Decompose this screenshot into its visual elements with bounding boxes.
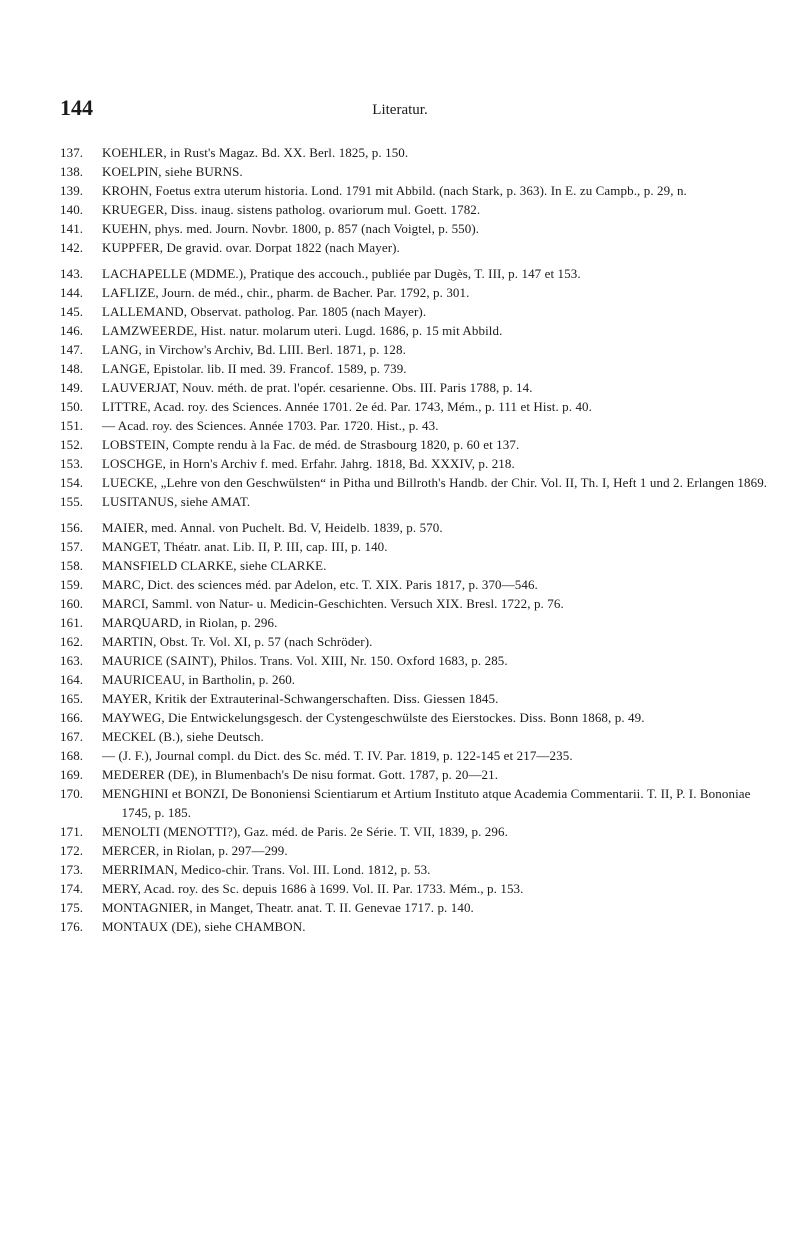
entry-number: 137. [60, 145, 84, 160]
bibliography-entry [60, 416, 770, 435]
bibliography-entry [60, 537, 770, 556]
entry-number: 140. [60, 202, 84, 217]
bibliography-entry [60, 689, 770, 708]
entry-text: LAUVERJAT, Nouv. méth. de prat. l'opér. cesarienne. Obs. III. Paris 1788, p. 14. [102, 380, 533, 395]
bibliography-entry [60, 556, 770, 575]
entry-number: 175. [60, 900, 84, 915]
bibliography-entry [60, 492, 770, 511]
entry-text: MERCER, in Riolan, p. 297—299. [102, 843, 288, 858]
entry-text: MONTAGNIER, in Manget, Theatr. anat. T. II. Genevae 1717. p. 140. [102, 900, 474, 915]
entry-number: 167. [60, 729, 84, 744]
entry-number: 141. [60, 221, 84, 236]
entry-text: MARCI, Samml. von Natur- u. Medicin-Geschichten. Versuch XIX. Bresl. 1722, p. 76. [102, 596, 564, 611]
entry-text: MAIER, med. Annal. von Puchelt. Bd. V, Heidelb. 1839, p. 570. [102, 520, 443, 535]
entry-text: MARTIN, Obst. Tr. Vol. XI, p. 57 (nach Schröder). [102, 634, 373, 649]
entry-number: 149. [60, 380, 84, 395]
entry-text: LUSITANUS, siehe AMAT. [102, 494, 251, 509]
entry-number: 147. [60, 342, 84, 357]
bibliography-entry [60, 143, 770, 162]
entry-number: 169. [60, 767, 84, 782]
bibliography-entry [60, 841, 770, 860]
entry-text: MONTAUX (DE), siehe CHAMBON. [102, 919, 306, 934]
entry-text: LITTRE, Acad. roy. des Sciences. Année 1701. 2e éd. Par. 1743, Mém., p. 111 et Hist. p. 40. [102, 399, 593, 414]
bibliography-entry [60, 435, 770, 454]
entry-text: MENGHINI et BONZI, De Bononiensi Scientiarum et Artium Instituto atque Academia Commentarii. T. II, P. I. Bononiae 1745, p. 185. [102, 786, 751, 820]
entry-text: MENOLTI (MENOTTI?), Gaz. méd. de Paris. 2e Série. T. VII, 1839, p. 296. [102, 824, 508, 839]
running-title: Literatur. [372, 102, 428, 118]
entry-text: KUEHN, phys. med. Journ. Novbr. 1800, p. 857 (nach Voigtel, p. 550). [102, 221, 480, 236]
entry-number: 156. [60, 520, 84, 535]
bibliography-entry [60, 454, 770, 473]
bibliography-entry [60, 670, 770, 689]
bibliography-entry [60, 264, 770, 283]
entry-number: 146. [60, 323, 84, 338]
entry-number: 160. [60, 596, 84, 611]
entry-number: 165. [60, 691, 84, 706]
entry-text: LAFLIZE, Journ. de méd., chir., pharm. de Bacher. Par. 1792, p. 301. [102, 285, 470, 300]
entry-text: KROHN, Foetus extra uterum historia. Lond. 1791 mit Abbild. (nach Stark, p. 363). In E. zu Campb., p. 29, n. [102, 183, 687, 198]
entry-text: LACHAPELLE (MDME.), Pratique des accouch., publiée par Dugès, T. III, p. 147 et 153. [102, 266, 581, 281]
entry-number: 161. [60, 615, 84, 630]
entry-number: 159. [60, 577, 84, 592]
bibliography-entry [60, 321, 770, 340]
entry-text: MEDERER (DE), in Blumenbach's De nisu format. Gott. 1787, p. 20—21. [102, 767, 499, 782]
bibliography-entry [60, 575, 770, 594]
entry-text: LOBSTEIN, Compte rendu à la Fac. de méd. de Strasbourg 1820, p. 60 et 137. [102, 437, 520, 452]
bibliography-entry [60, 860, 770, 879]
entry-text: LANG, in Virchow's Archiv, Bd. LIII. Berl. 1871, p. 128. [102, 342, 406, 357]
entry-number: 153. [60, 456, 84, 471]
entry-text: MAURICE (SAINT), Philos. Trans. Vol. XIII, Nr. 150. Oxford 1683, p. 285. [102, 653, 508, 668]
entry-number: 155. [60, 494, 84, 509]
entry-number: 150. [60, 399, 84, 414]
entry-number: 138. [60, 164, 84, 179]
entry-text: LANGE, Epistolar. lib. II med. 39. Francof. 1589, p. 739. [102, 361, 407, 376]
entry-text: MERY, Acad. roy. des Sc. depuis 1686 à 1699. Vol. II. Par. 1733. Mém., p. 153. [102, 881, 524, 896]
entry-text: MARQUARD, in Riolan, p. 296. [102, 615, 278, 630]
bibliography-entry [60, 898, 770, 917]
entry-text: MAURICEAU, in Bartholin, p. 260. [102, 672, 296, 687]
entry-text: MAYER, Kritik der Extrauterinal-Schwangerschaften. Diss. Giessen 1845. [102, 691, 499, 706]
entry-number: 151. [60, 418, 84, 433]
entry-text: MANGET, Théatr. anat. Lib. II, P. III, cap. III, p. 140. [102, 539, 388, 554]
entry-number: 163. [60, 653, 84, 668]
entry-number: 170. [60, 786, 84, 801]
entry-number: 157. [60, 539, 84, 554]
bibliography-entry [60, 219, 770, 238]
bibliography-entry [60, 651, 770, 670]
entry-text: — (J. F.), Journal compl. du Dict. des Sc. méd. T. IV. Par. 1819, p. 122-145 et 217—235. [102, 748, 573, 763]
entry-number: 168. [60, 748, 84, 763]
bibliography-entry [60, 283, 770, 302]
bibliography-entry [60, 727, 770, 746]
entry-number: 173. [60, 862, 84, 877]
bibliography-entry [60, 340, 770, 359]
entry-number: 144. [60, 285, 84, 300]
entry-number: 152. [60, 437, 84, 452]
entry-text: MANSFIELD CLARKE, siehe CLARKE. [102, 558, 327, 573]
bibliography-entry [60, 879, 770, 898]
bibliography-entry [60, 917, 770, 936]
entry-text: MARC, Dict. des sciences méd. par Adelon, etc. T. XIX. Paris 1817, p. 370—546. [102, 577, 538, 592]
bibliography-entry [60, 378, 770, 397]
entry-text: MAYWEG, Die Entwickelungsgesch. der Cystengeschwülste des Eierstockes. Diss. Bonn 1868, p. 49. [102, 710, 645, 725]
entry-number: 176. [60, 919, 84, 934]
entry-number: 172. [60, 843, 84, 858]
entry-text: — Acad. roy. des Sciences. Année 1703. Par. 1720. Hist., p. 43. [102, 418, 439, 433]
entry-number: 171. [60, 824, 84, 839]
entry-text: KRUEGER, Diss. inaug. sistens patholog. ovariorum mul. Goett. 1782. [102, 202, 481, 217]
entry-text: MERRIMAN, Medico-chir. Trans. Vol. III. Lond. 1812, p. 53. [102, 862, 431, 877]
entry-text: KOEHLER, in Rust's Magaz. Bd. XX. Berl. 1825, p. 150. [102, 145, 409, 160]
entry-text: LUECKE, „Lehre von den Geschwülsten“ in Pitha und Billroth's Handb. der Chir. Vol. II, Th. I, Heft 1 und 2. Erlangen 1869. [102, 475, 768, 490]
entry-number: 145. [60, 304, 84, 319]
bibliography-entry [60, 302, 770, 321]
entry-text: LOSCHGE, in Horn's Archiv f. med. Erfahr. Jahrg. 1818, Bd. XXXIV, p. 218. [102, 456, 515, 471]
bibliography-entry [60, 200, 770, 219]
bibliography-entry [60, 397, 770, 416]
bibliography-entry [60, 765, 770, 784]
entry-number: 174. [60, 881, 84, 896]
bibliography-entry [60, 632, 770, 651]
bibliography-list [60, 143, 770, 936]
bibliography-entry [60, 784, 770, 822]
bibliography-entry [60, 594, 770, 613]
page-header [60, 95, 740, 135]
entry-number: 164. [60, 672, 84, 687]
bibliography-entry [60, 162, 770, 181]
bibliography-entry [60, 473, 770, 492]
entry-text: MECKEL (B.), siehe Deutsch. [102, 729, 264, 744]
bibliography-entry [60, 746, 770, 765]
entry-text: KUPPFER, De gravid. ovar. Dorpat 1822 (nach Mayer). [102, 240, 400, 255]
entry-number: 142. [60, 240, 84, 255]
entry-number: 139. [60, 183, 84, 198]
bibliography-entry [60, 359, 770, 378]
entry-number: 143. [60, 266, 84, 281]
bibliography-entry [60, 708, 770, 727]
entry-text: LALLEMAND, Observat. patholog. Par. 1805 (nach Mayer). [102, 304, 427, 319]
entry-number: 148. [60, 361, 84, 376]
entry-number: 166. [60, 710, 84, 725]
bibliography-entry [60, 181, 770, 200]
entry-number: 162. [60, 634, 84, 649]
page-number: 144 [60, 95, 93, 120]
entry-number: 158. [60, 558, 84, 573]
bibliography-entry [60, 238, 770, 257]
entry-text: LAMZWEERDE, Hist. natur. molarum uteri. Lugd. 1686, p. 15 mit Abbild. [102, 323, 503, 338]
entry-text: KOELPIN, siehe BURNS. [102, 164, 243, 179]
entry-number: 154. [60, 475, 84, 490]
bibliography-entry [60, 822, 770, 841]
bibliography-entry [60, 613, 770, 632]
bibliography-entry [60, 518, 770, 537]
